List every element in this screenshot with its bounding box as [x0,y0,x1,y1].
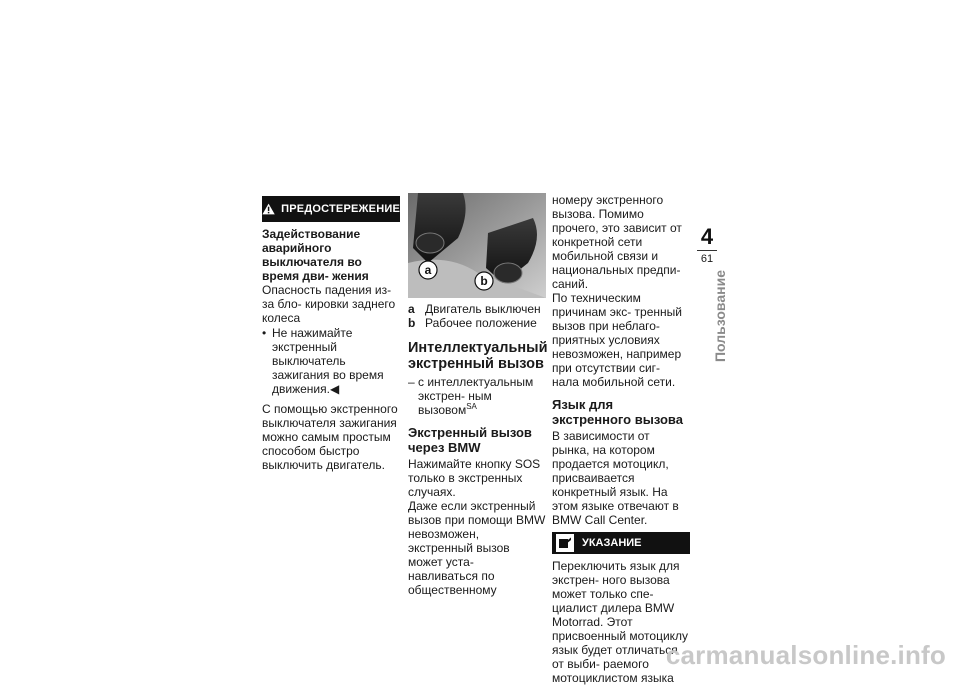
watermark: carmanualsonline.info [665,640,946,670]
legend-key: b [408,316,416,330]
intro-paragraph: С помощью экстренного выключателя зажигания можно самым простым способом быстро выключить двигатель. [262,402,398,472]
section-heading-intelligent-call: Интеллектуальный экстренный вызов [408,340,548,372]
dash-text: с интеллектуальным экстрен- ным вызовом [418,375,534,417]
note-label: УКАЗАНИЕ [582,537,642,549]
page-number: 61 [700,253,714,265]
technical-paragraph: По техническим причинам экс- тренный вызов при неблаго- приятных условиях невозможен, например при отсутствии сиг- нала мобильной сети. [552,291,682,389]
note-box [552,532,690,554]
right-column [552,193,690,685]
bullet-mark: • [262,326,267,340]
dash-mark: – [408,375,415,389]
left-column [262,196,400,472]
sos-paragraph: Нажимайте кнопку SOS только в экстренных случаях. [408,457,541,499]
warning-box [262,196,400,222]
photo-label-b: b [480,274,488,288]
legend-text: Рабочее положение [425,316,537,330]
chapter-tab [696,226,718,265]
legend-row-b [408,316,546,330]
continued-paragraph: номеру экстренного вызова. Помимо прочего, это зависит от конкретной сети мобильной связи и национальных предпи- саний. [552,193,682,291]
warning-bullet [262,326,400,396]
public-call-paragraph: Даже если экстренный вызов при помощи BMW невозможен, экстренный вызов может уста- навливаться по общественному [408,499,546,597]
legend-key: a [408,302,415,316]
chapter-number: 4 [700,224,714,249]
photo-label-a: a [424,263,432,277]
section-heading-language: Язык для экстренного вызова [552,397,683,427]
language-paragraph: В зависимости от рынка, на котором продается мотоцикл, присваивается конкретный язык. На этом языке отвечают в BMW Call Center. [552,429,679,527]
equipment-dash-item [408,375,546,417]
bullet-text: Не нажимайте экстренный выключатель зажигания во время движения.◀ [272,326,384,396]
note-icon [556,534,574,552]
sa-superscript: SA [466,402,477,411]
warning-text: Опасность падения из-за бло- кировки заднего колеса [262,283,396,325]
middle-column [408,193,546,597]
handlebar-switch-photo [408,193,546,298]
legend-text: Двигатель выключен [425,302,541,316]
legend-row-a [408,302,546,316]
warning-heading: Задействование аварийного выключателя во время дви- жения [262,227,369,283]
note-paragraph: Переключить язык для экстрен- ного вызова может только спе- циалист дилера BMW Motorrad. Этот присвоенный мотоциклу язык будет отличаться от выби- раемого мотоциклистом языка [552,559,689,685]
warning-triangle-icon [262,202,275,216]
section-side-title: Пользование [712,270,728,362]
warning-label: ПРЕДОСТЕРЕЖЕНИЕ [281,203,400,215]
section-heading-bmw-call: Экстренный вызов через BMW [408,425,532,455]
tab-divider [697,250,717,251]
